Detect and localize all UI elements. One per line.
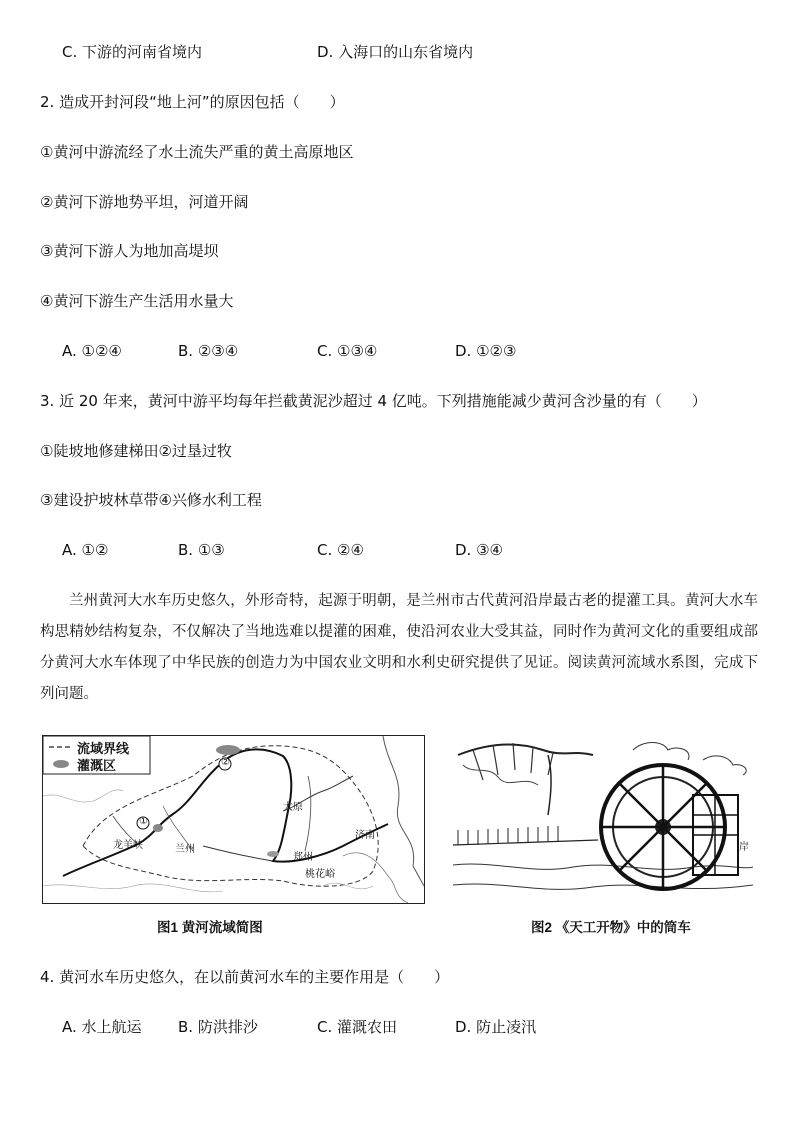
figure2-label-bank: 岸 [739,842,749,853]
q3-item-2: ③建设护坡林草带④兴修水利工程 [40,491,262,509]
q2-option-c: C. ①③④ [317,342,378,360]
reading-passage: 兰州黄河大水车历史悠久，外形奇特，起源于明朝，是兰州市古代黄河沿岸最古老的提灌工具。黄河大水车构思精妙结构复杂，不仅解决了当地选难以提灌的困难，使沿河农业大受其益，同时作为黄河文化的重要组成部分黄河大水车体现了中华民族的创造力为中国农业文明和水利史研究提供了见证。阅读黄河流域水系图，完成下列问题。 [40,593,758,702]
q2-option-a: A. ①②④ [62,342,122,360]
q3-item-1: ①陡坡地修建梯田②过垦过牧 [40,442,232,460]
figure2-illustration [453,735,753,903]
q3-option-b: B. ①③ [178,541,225,559]
q2-option-b: B. ②③④ [178,342,239,360]
q2-item-1: ①黄河中游流经了水土流失严重的黄土高原地区 [40,143,354,161]
q4-option-a: A. 水上航运 [62,1018,142,1036]
map-label-zhengzhou: 郑州 [293,852,313,863]
q4-option-d: D. 防止凌汛 [455,1018,537,1036]
q2-item-3: ③黄河下游人为地加高堤坝 [40,242,219,260]
figure2-caption: 图2 《天工开物》中的筒车 [531,920,691,935]
map-label-longyangxia: 龙羊峡 [113,840,143,851]
map-label-lanzhou: 兰州 [175,844,195,855]
map-label-taiyuan: 太原 [283,802,303,813]
q1-option-d: D. 入海口的山东省境内 [317,43,474,61]
q3-stem: 3. 近 20 年来，黄河中游平均每年拦截黄泥沙超过 4 亿吨。下列措施能减少黄河含沙量的有（ ） [40,392,707,410]
q2-stem: 2. 造成开封河段“地上河”的原因包括（ ） [40,93,345,111]
q3-option-c: C. ②④ [317,541,364,559]
q2-option-d: D. ①②③ [455,342,517,360]
map-label-taohuayu: 桃花峪 [305,869,335,880]
water-wheel-drawing [453,735,753,903]
q4-option-b: B. 防洪排沙 [178,1018,258,1036]
figure1-caption: 图1 黄河流域简图 [157,920,263,935]
q3-option-a: A. ①② [62,541,109,559]
map-marker-2: ② [221,757,230,768]
q3-option-d: D. ③④ [455,541,503,559]
q4-stem: 4. 黄河水车历史悠久，在以前黄河水车的主要作用是（ ） [40,968,450,986]
figure1-map [42,735,425,904]
legend-basin-boundary: 流域界线 [77,742,130,757]
q1-option-c: C. 下游的河南省境内 [62,43,203,61]
q2-item-2: ②黄河下游地势平坦，河道开阔 [40,193,249,211]
map-marker-1: ① [139,816,148,827]
q2-item-4: ④黄河下游生产生活用水量大 [40,292,234,310]
q4-option-c: C. 灌溉农田 [317,1018,398,1036]
map-label-jinan: 济南 [355,830,375,841]
legend-irrigation-area: 灌溉区 [77,759,117,774]
